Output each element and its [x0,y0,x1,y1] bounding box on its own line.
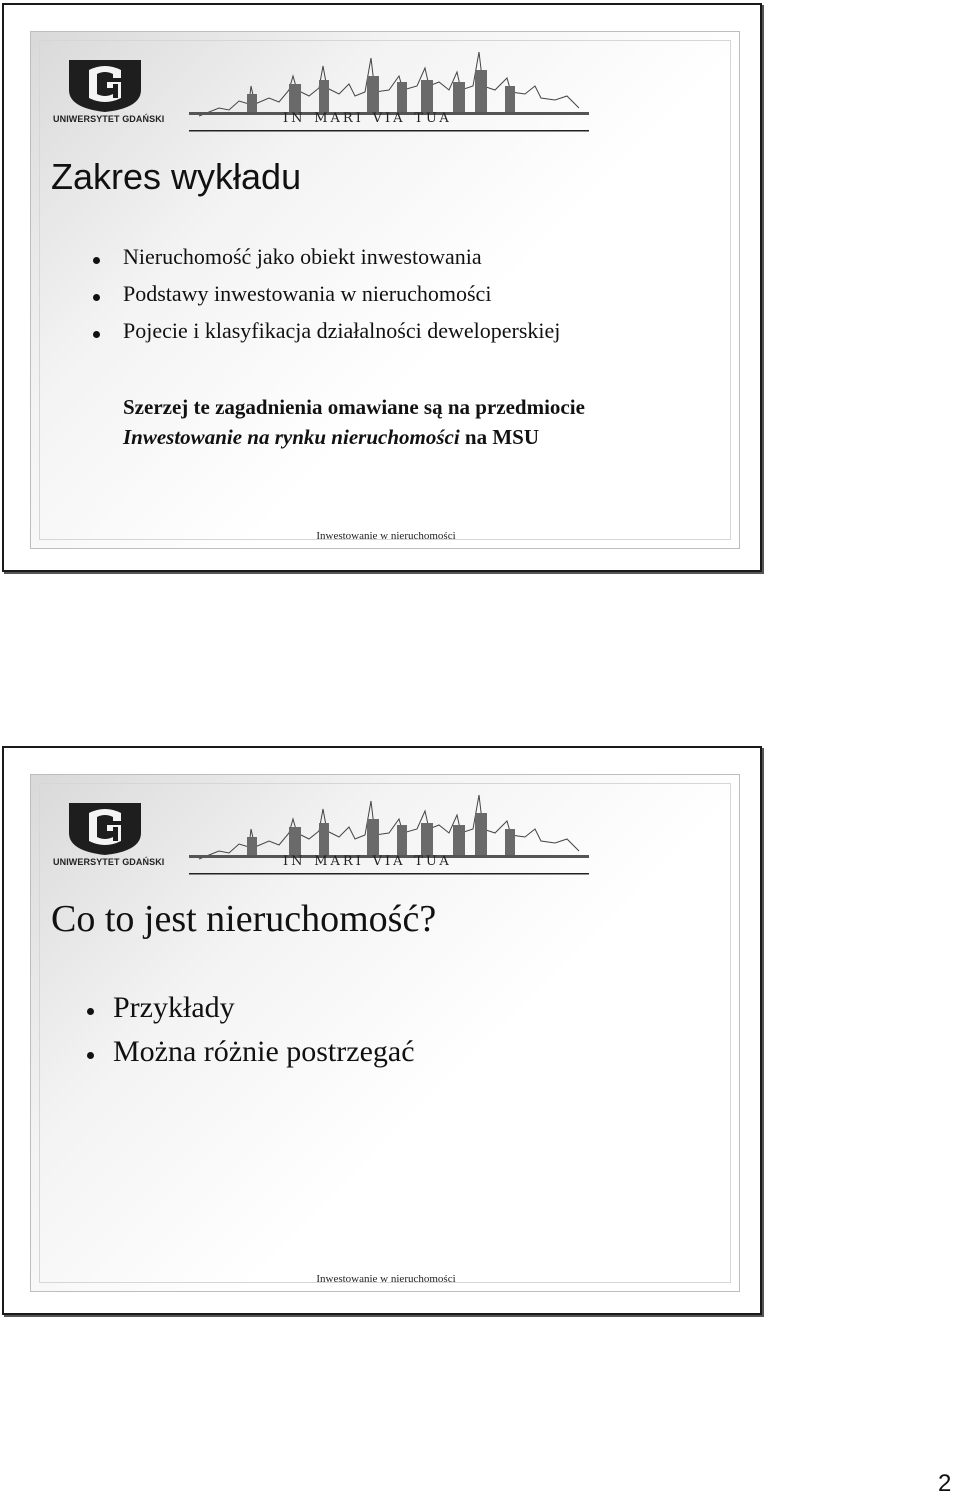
university-name: UNIWERSYTET GDAŃSKI [53,857,165,867]
bullet-list [123,244,560,355]
bullet-dot-icon [93,257,100,264]
bullet-item: Nieruchomość jako obiekt inwestowania [123,244,560,281]
slide-title: Co to jest nieruchomość? [51,898,437,940]
university-logo [53,797,165,872]
slide-title: Zakres wykładu [51,156,302,197]
university-motto: in mari via tua [283,849,452,870]
slide-footer: Inwestowanie w nieruchomości [316,1273,456,1285]
university-emblem-icon [55,797,155,857]
bullet-dot-icon [87,1008,94,1015]
bullet-list [113,991,415,1079]
bullet-item: Pojecie i klasyfikacja działalności deweloperskiej [123,318,560,355]
bullet-item: Przykłady [113,991,415,1035]
course-note: Szerzej te zagadnienia omawiane są na przedmiocie Inwestowanie na rynku nieruchomości na MSU [123,395,585,449]
university-motto: in mari via tua [283,106,452,127]
bullet-item: Można różnie postrzegać [113,1035,415,1079]
page-number: 2 [938,1470,952,1497]
university-emblem-icon [55,54,155,114]
slide-footer: Inwestowanie w nieruchomości [316,530,456,542]
university-name: UNIWERSYTET GDAŃSKI [53,114,165,124]
bullet-dot-icon [93,331,100,338]
slide-2-content [30,774,740,1292]
bullet-item: Podstawy inwestowania w nieruchomości [123,281,560,318]
slide-1-content [30,31,740,549]
gdansk-skyline-image [189,46,589,132]
university-logo [53,54,165,129]
bullet-dot-icon [87,1052,94,1059]
gdansk-skyline-image [189,789,589,875]
slide-2 [2,746,762,1315]
slide-1 [2,3,762,572]
bullet-dot-icon [93,294,100,301]
